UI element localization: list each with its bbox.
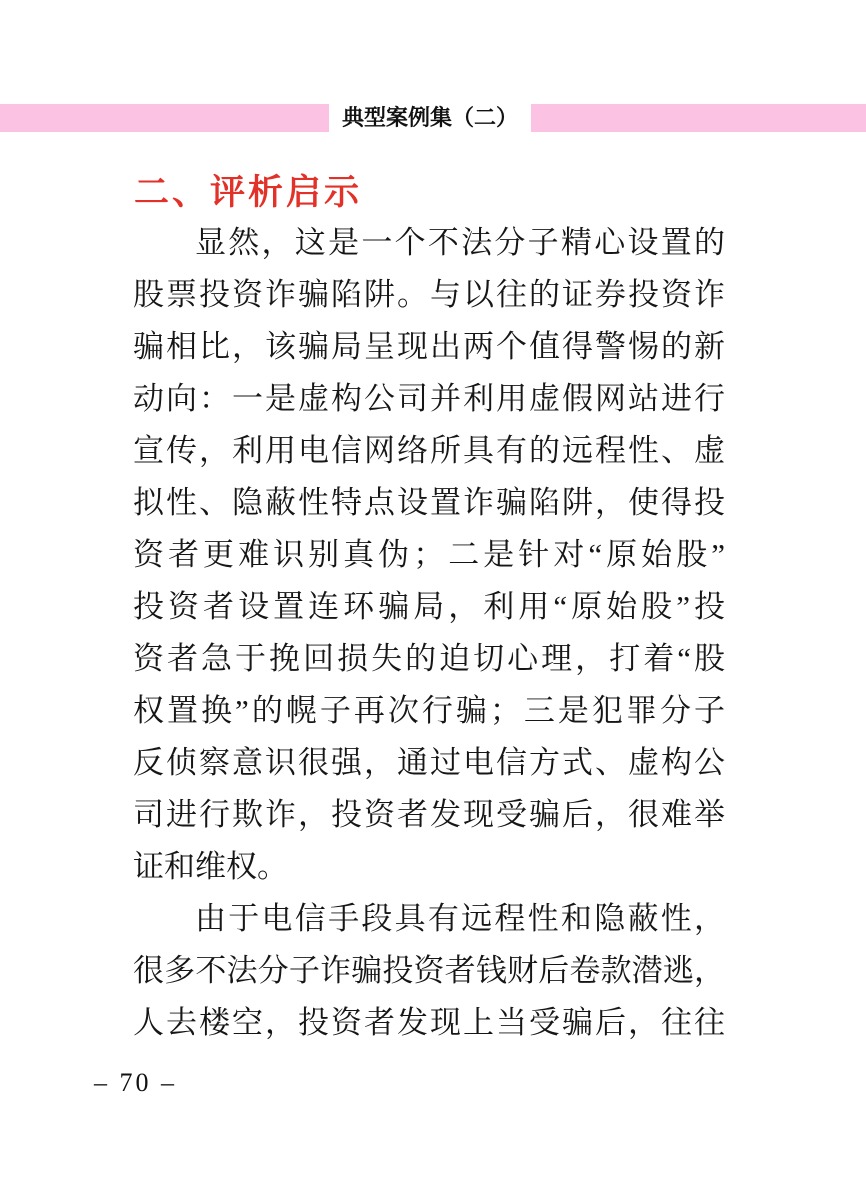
text-line: 司进行欺诈，投资者发现受骗后，很难举 xyxy=(133,797,725,832)
running-header-title: 典型案例集（二） xyxy=(341,105,518,130)
text-line: 股票投资诈骗陷阱。与以往的证券投资诈 xyxy=(133,277,725,312)
text-line: 人去楼空，投资者发现上当受骗后，往往 xyxy=(133,1005,725,1040)
section-heading: 二、评析启示 xyxy=(134,173,363,212)
text-line: 显然，这是一个不法分子精心设置的 xyxy=(195,225,725,260)
text-line: 由于电信手段具有远程性和隐蔽性， xyxy=(195,901,725,936)
header-band-left xyxy=(0,104,329,132)
text-line: 动向：一是虚构公司并利用虚假网站进行 xyxy=(133,381,725,416)
header-band-right xyxy=(531,104,866,132)
text-line: 资者急于挽回损失的迫切心理，打着“股 xyxy=(133,641,725,676)
text-line: 权置换”的幌子再次行骗；三是犯罪分子 xyxy=(133,693,725,728)
text-line: 投资者设置连环骗局，利用“原始股”投 xyxy=(133,589,725,624)
text-line: 拟性、隐蔽性特点设置诈骗陷阱，使得投 xyxy=(133,485,725,520)
text-line: 证和维权。 xyxy=(133,849,288,884)
text-line: 骗相比，该骗局呈现出两个值得警惕的新 xyxy=(133,329,725,364)
text-line: 宣传，利用电信网络所具有的远程性、虚 xyxy=(133,433,725,468)
page-number: – 70 – xyxy=(94,1068,177,1097)
body-text xyxy=(133,217,725,1049)
running-header xyxy=(0,104,866,132)
text-line: 反侦察意识很强，通过电信方式、虚构公 xyxy=(133,745,725,780)
text-line: 很多不法分子诈骗投资者钱财后卷款潜逃， xyxy=(133,953,725,988)
text-line: 资者更难识别真伪；二是针对“原始股” xyxy=(133,537,725,572)
